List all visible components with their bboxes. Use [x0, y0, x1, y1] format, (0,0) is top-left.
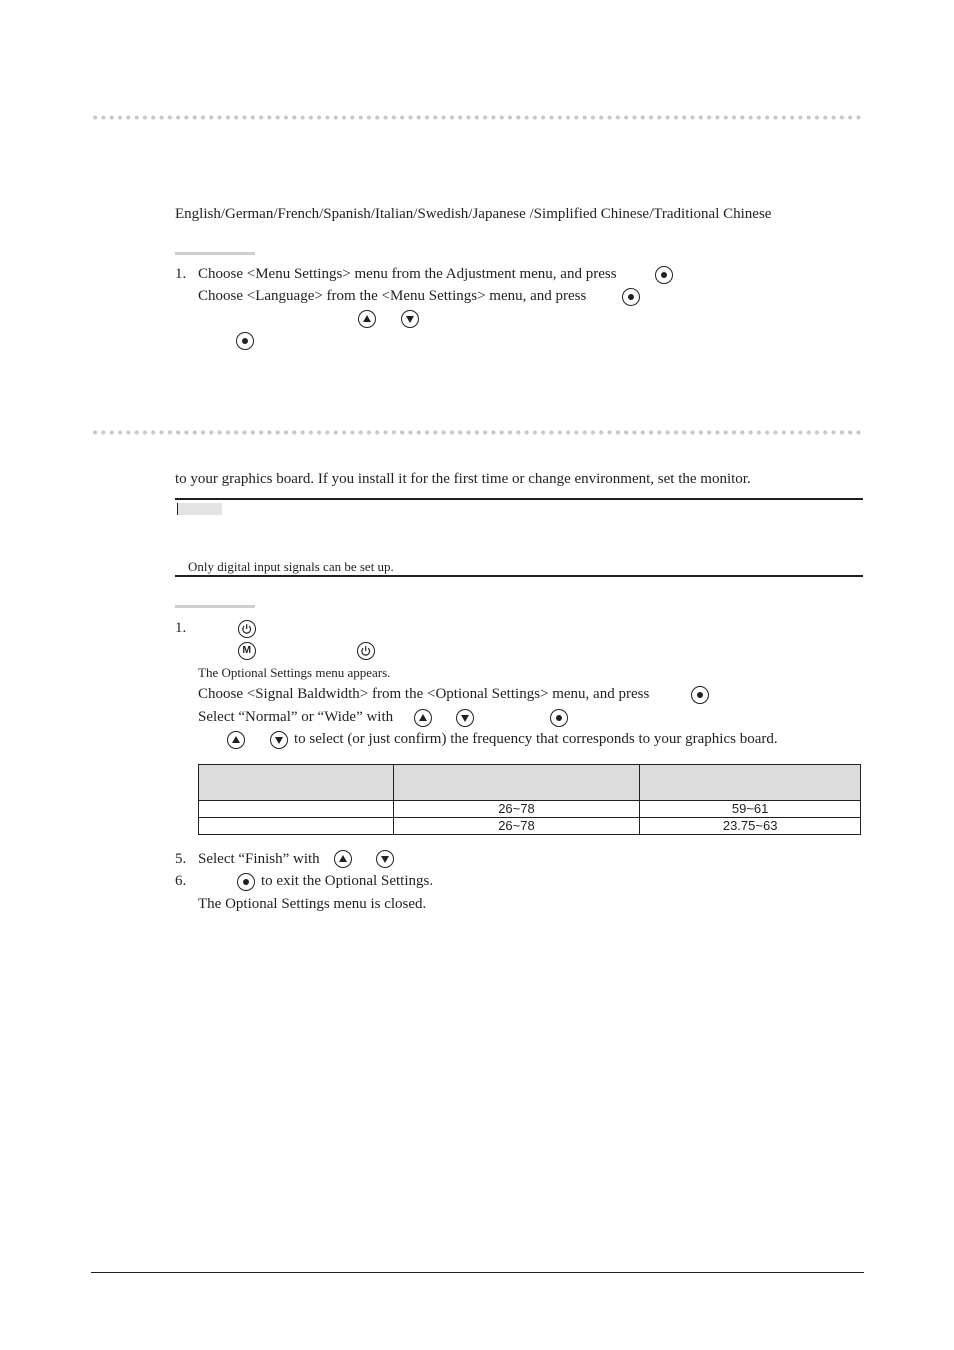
mode-button-icon: M: [238, 642, 256, 660]
enter-button-icon: [550, 709, 568, 727]
footer-rule: [91, 1272, 864, 1273]
note-text: Only digital input signals can be set up.: [188, 559, 394, 574]
step-text: to select (or just confirm) the frequency that corresponds to your graphics board.: [294, 731, 778, 747]
table-cell: 59~61: [640, 801, 861, 818]
step-text: Select “Finish” with: [198, 851, 320, 867]
enter-button-icon: [622, 288, 640, 306]
up-arrow-button-icon: [227, 731, 245, 749]
dotted-divider-middle: [91, 430, 864, 435]
frequency-table: [198, 764, 861, 835]
table-header-cell: [393, 765, 640, 801]
enter-button-icon: [236, 332, 254, 350]
step-number: 6.: [175, 873, 187, 889]
step-text: Select “Normal” or “Wide” with: [198, 709, 394, 725]
down-arrow-button-icon: [456, 709, 474, 727]
sub-text: The Optional Settings menu appears.: [198, 665, 391, 680]
sub-text: The Optional Settings menu is closed.: [198, 896, 427, 912]
note-label-box: [177, 503, 222, 515]
intro-text: to your graphics board. If you install it for the first time or change environment, set the monitor.: [175, 471, 751, 487]
table-header-row: [199, 765, 861, 801]
table-cell: 26~78: [393, 818, 640, 835]
power-button-icon: [357, 642, 375, 660]
up-arrow-button-icon: [358, 310, 376, 328]
table-header-cell: [199, 765, 394, 801]
language-list: English/German/French/Spanish/Italian/Swedish/Japanese /Simplified Chinese/Traditional Chinese: [175, 206, 772, 222]
up-arrow-button-icon: [414, 709, 432, 727]
table-cell: 26~78: [393, 801, 640, 818]
step-text: Choose <Language> from the <Menu Settings> menu, and press: [198, 288, 587, 304]
down-arrow-button-icon: [401, 310, 419, 328]
up-arrow-button-icon: [334, 850, 352, 868]
table-row: [199, 818, 861, 835]
procedure-heading-bar: [175, 605, 255, 608]
dotted-divider-top: [91, 115, 864, 120]
table-header-cell: [640, 765, 861, 801]
note-top-rule: [175, 498, 863, 500]
step-text: to exit the Optional Settings.: [261, 873, 434, 889]
step-number: 1.: [175, 266, 187, 282]
step-text: Choose <Signal Baldwidth> from the <Optional Settings> menu, and press: [198, 686, 650, 702]
down-arrow-button-icon: [270, 731, 288, 749]
enter-button-icon: [655, 266, 673, 284]
table-cell: 23.75~63: [640, 818, 861, 835]
enter-button-icon: [237, 873, 255, 891]
down-arrow-button-icon: [376, 850, 394, 868]
table-cell: [199, 818, 394, 835]
step-number: 1.: [175, 620, 187, 636]
procedure-heading-bar: [175, 252, 255, 255]
note-bottom-rule: [175, 575, 863, 577]
step-text: Choose <Menu Settings> menu from the Adjustment menu, and press: [198, 266, 617, 282]
power-button-icon: [238, 620, 256, 638]
enter-button-icon: [691, 686, 709, 704]
table-cell: [199, 801, 394, 818]
step-number: 5.: [175, 851, 187, 867]
table-row: [199, 801, 861, 818]
